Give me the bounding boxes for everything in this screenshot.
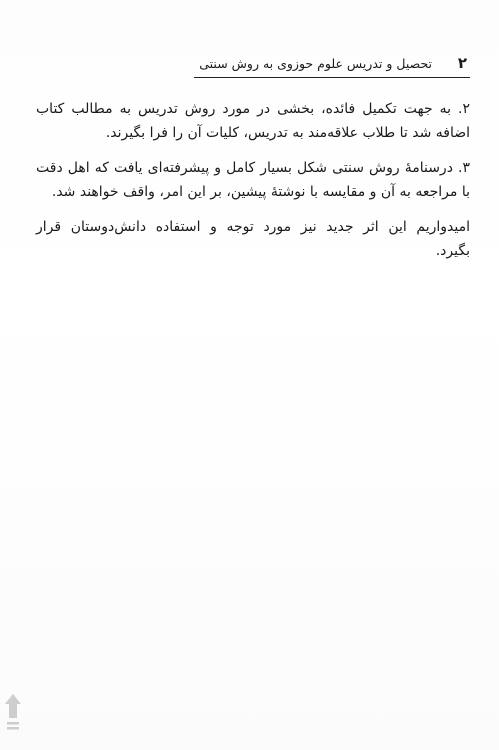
paragraph-item-3: ۳. درسنامهٔ روش سنتی شکل بسیار کامل و پیشرفته‌ای یافت که اهل دقت با مراجعه به آن و مقایسه با نوشتهٔ پیشین، بر این امر، واقف خواهند شد. bbox=[36, 160, 470, 200]
page-header bbox=[195, 53, 467, 75]
running-title: تحصیل و تدریس علوم حوزوی به روش سنتی bbox=[199, 56, 432, 71]
body-text bbox=[36, 98, 470, 275]
publisher-logo-icon bbox=[2, 692, 24, 736]
paragraph-closing: امیدواریم این اثر جدید نیز مورد توجه و استفاده دانش‌دوستان قرار بگیرد. bbox=[36, 219, 470, 259]
paragraph-item-2: ۲. به جهت تکمیل فائده، بخشی در مورد روش تدریس به مطالب کتاب اضافه شد تا طلاب علاقه‌مند به تدریس، کلیات آن را فرا بگیرند. bbox=[36, 101, 470, 141]
page-number: ۲ bbox=[457, 54, 467, 72]
header-divider bbox=[194, 77, 470, 78]
